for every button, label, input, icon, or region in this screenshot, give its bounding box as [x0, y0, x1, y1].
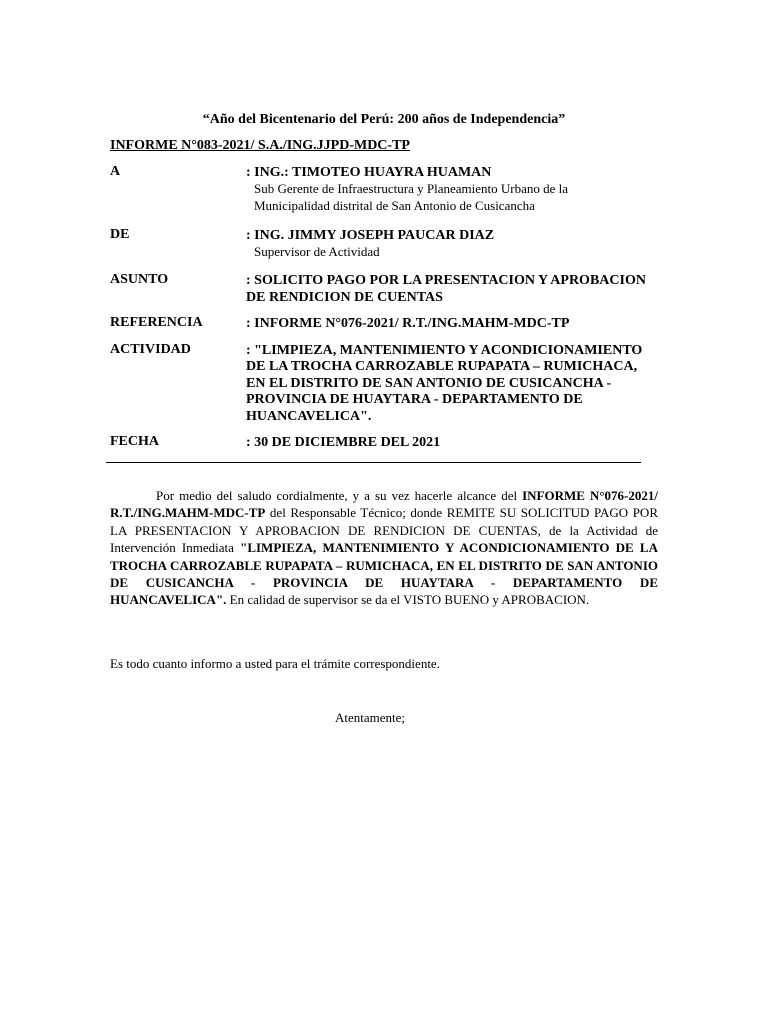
field-sub-a-2: Municipalidad distrital de San Antonio de Cusicancha [254, 198, 535, 213]
document-motto: “Año del Bicentenario del Perú: 200 años de Independencia” [202, 112, 566, 127]
field-sub-de-1: Supervisor de Actividad [254, 244, 380, 259]
field-value-actividad-3: EN EL DISTRITO DE SAN ANTONIO DE CUSICANCHA - [246, 376, 612, 391]
field-value-actividad-1: : "LIMPIEZA, MANTENIMIENTO Y ACONDICIONAMIENTO [246, 343, 643, 358]
field-label-asunto: ASUNTO [110, 272, 169, 287]
header-divider [106, 462, 641, 463]
field-value-asunto-1: : SOLICITO PAGO POR LA PRESENTACION Y APROBACION [246, 273, 646, 288]
field-label-de: DE [110, 227, 130, 242]
closing-line: Es todo cuanto informo a usted para el trámite correspondiente. [110, 656, 440, 671]
field-label-actividad: ACTIVIDAD [110, 342, 191, 357]
field-sub-a-1: Sub Gerente de Infraestructura y Planeamiento Urbano de la [254, 181, 569, 196]
body-paragraph [110, 487, 658, 609]
field-value-de: : ING. JIMMY JOSEPH PAUCAR DIAZ [246, 228, 495, 243]
field-label-referencia: REFERENCIA [110, 315, 203, 330]
field-value-actividad-5: HUANCAVELICA". [246, 409, 372, 424]
field-value-actividad-4: PROVINCIA DE HUAYTARA - DEPARTAMENTO DE [246, 392, 583, 407]
field-value-referencia: : INFORME N°076-2021/ R.T./ING.MAHM-MDC-TP [246, 316, 570, 331]
field-value-fecha: : 30 DE DICIEMBRE DEL 2021 [246, 435, 441, 450]
field-label-fecha: FECHA [110, 434, 159, 449]
body-text-activity: "LIMPIEZA, MANTENIMIENTO Y ACONDICIONAMIENTO DE LA TROCHA CARROZABLE RUPAPATA – RUMICHACA, EN EL DISTRITO DE SAN ANTONIO DE CUSICANCHA - PROVINCIA DE HUAYTARA - DEPARTAMENTO DE HUANCAVELICA". [110, 540, 658, 608]
field-value-asunto-2: DE RENDICION DE CUENTAS [246, 290, 443, 305]
field-label-a: A [110, 164, 121, 179]
body-text-ref: INFORME N°076-2021/ R.T./ING.MAHM-MDC-TP [110, 488, 658, 521]
signoff: Atentamente; [334, 710, 406, 725]
field-value-a: : ING.: TIMOTEO HUAYRA HUAMAN [246, 165, 492, 180]
field-value-actividad-2: DE LA TROCHA CARROZABLE RUPAPATA – RUMICHACA, [246, 359, 638, 374]
body-text-1: Por medio del saludo cordialmente, y a su vez hacerle alcance del [156, 488, 523, 503]
body-text-2: del Responsable Técnico; donde REMITE SU SOLICITUD PAGO POR LA PRESENTACION Y APROBACION DE RENDICION DE CUENTAS, de la Actividad de Intervención Inmediata [110, 505, 658, 556]
body-text-3: En calidad de supervisor se da el VISTO BUENO y APROBACION. [226, 592, 590, 608]
informe-number: INFORME N°083-2021/ S.A./ING.JJPD-MDC-TP [110, 138, 410, 153]
